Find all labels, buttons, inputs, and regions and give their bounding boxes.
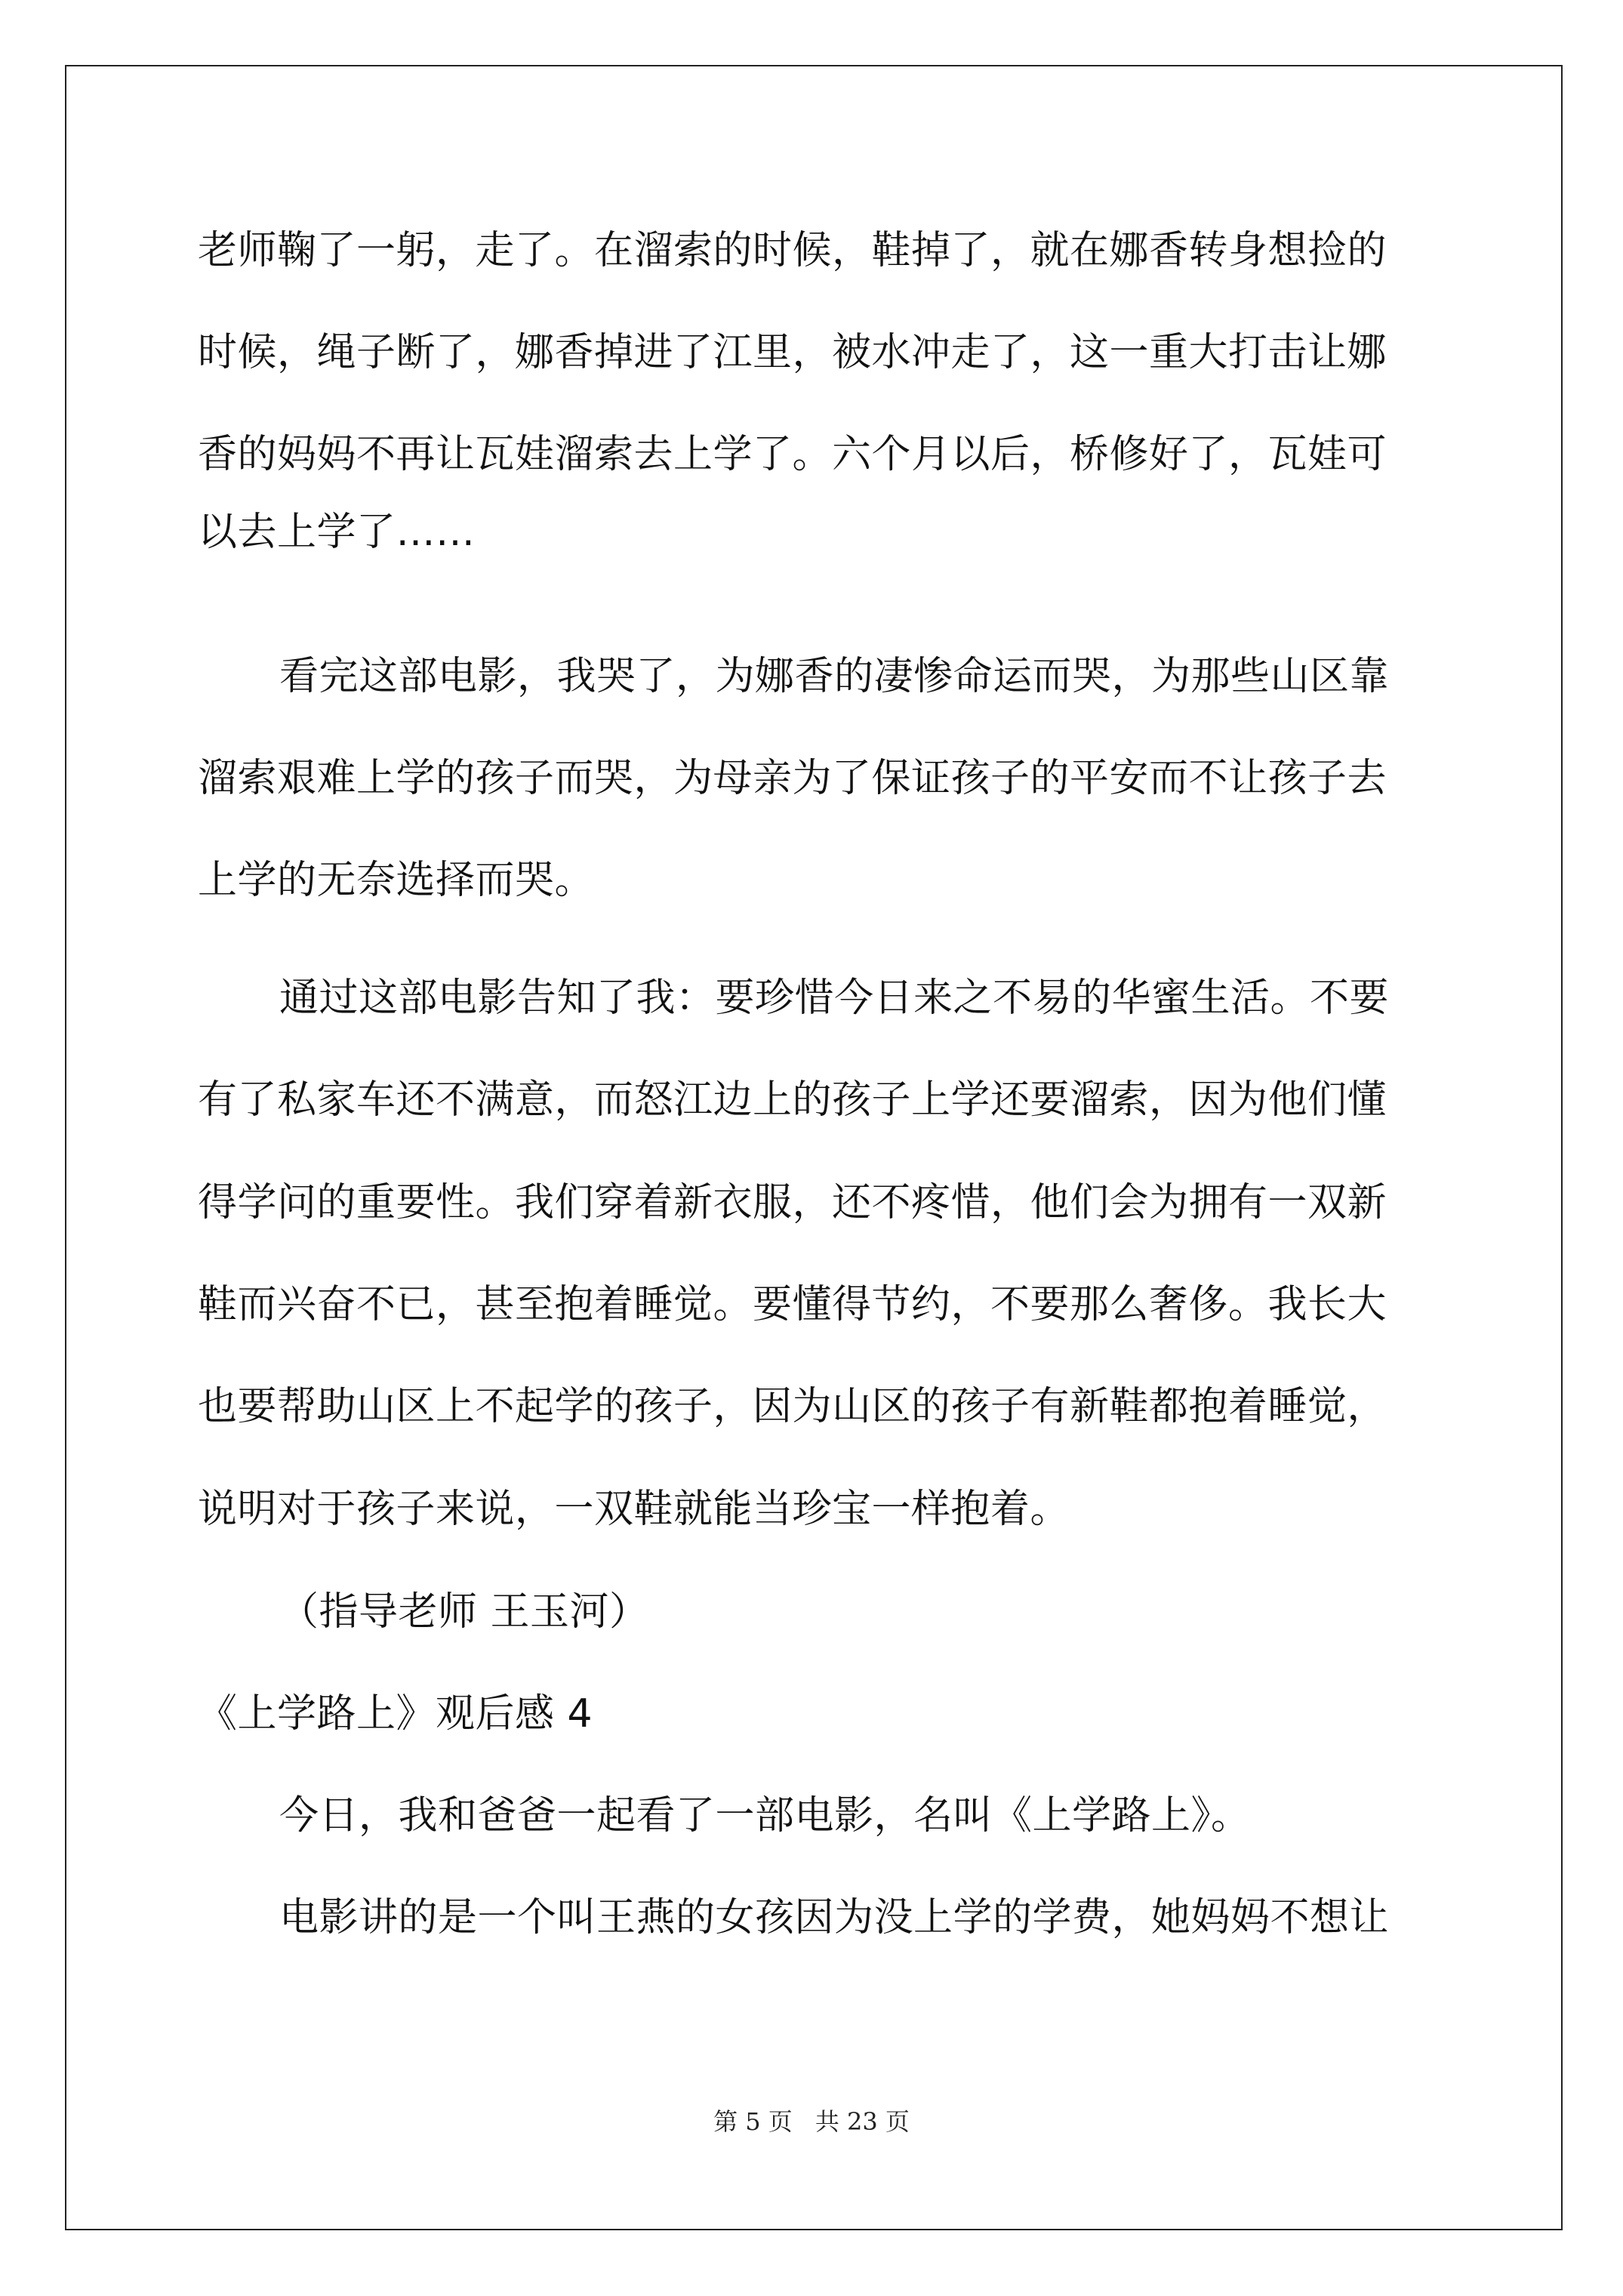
text-line: 有了私家车还不满意，而怒江边上的孩子上学还要溜索，因为他们懂 [198,1077,1387,1123]
text-line: 看完这部电影，我哭了，为娜香的凄惨命运而哭，为那些山区靠 [279,654,1390,699]
page-total: 共 23 页 [815,2107,910,2136]
text-line: 上学的无奈选择而哭。 [198,858,595,903]
page-number: 第 5 页 [713,2107,793,2136]
text-line: 鞋而兴奋不已，甚至抱着睡觉。要懂得节约，不要那么奢侈。我长大 [198,1282,1387,1327]
text-line: 香的妈妈不再让瓦娃溜索去上学了。六个月以后，桥修好了，瓦娃可 [198,432,1387,477]
text-line: 电影讲的是一个叫王燕的女孩因为没上学的学费，她妈妈不想让 [279,1895,1390,1940]
text-line: 以去上学了…… [198,510,476,555]
page-footer [0,2106,1623,2137]
text-line: 也要帮助山区上不起学的孩子，因为山区的孩子有新鞋都抱着睡觉， [198,1384,1387,1429]
text-line: 时候，绳子断了，娜香掉进了江里，被水冲走了，这一重大打击让娜 [198,330,1387,375]
text-line: 溜索艰难上学的孩子而哭，为母亲为了保证孩子的平安而不让孩子去 [198,756,1387,801]
text-line: 通过这部电影告知了我：要珍惜今日来之不易的华蜜生活。不要 [279,975,1390,1021]
text-line: 老师鞠了一躬，走了。在溜索的时候，鞋掉了，就在娜香转身想捡的 [198,228,1387,273]
text-line: 得学问的重要性。我们穿着新衣服，还不疼惜，他们会为拥有一双新 [198,1180,1387,1225]
text-line: 说明对于孩子来说，一双鞋就能当珍宝一样抱着。 [198,1487,1070,1532]
signature-line: （指导老师 王玉河） [279,1589,649,1635]
text-line: 今日，我和爸爸一起看了一部电影，名叫《上学路上》。 [279,1793,1251,1838]
section-title: 《上学路上》观后感 4 [198,1691,593,1737]
